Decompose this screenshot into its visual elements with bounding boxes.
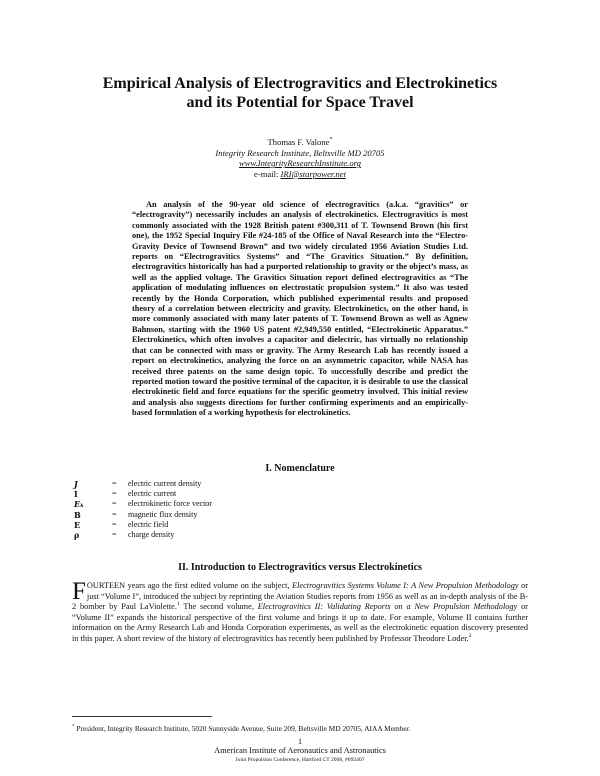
author-footnote-mark: *: [329, 137, 333, 144]
title-line-1: Empirical Analysis of Electrogravitics and Electrokinetics: [102, 75, 498, 92]
nomenclature-table: [74, 479, 212, 540]
footnote-divider: [72, 716, 212, 717]
nomenclature-description: charge density: [128, 530, 175, 540]
nomenclature-description: magnetic flux density: [128, 509, 198, 519]
nomenclature-symbol: Eₖ: [74, 499, 85, 510]
nomenclature-description: electric current density: [128, 479, 202, 488]
author-website-link[interactable]: www.IntegrityResearchInstitute.org: [239, 158, 361, 169]
nomenclature-symbol: J: [74, 479, 78, 489]
intro-volume-1-title: Electrogravitics Systems Volume I: A New Propulsion Methodology: [292, 581, 519, 590]
section-heading-introduction: II. Introduction to Electrogravitics versus Electrokinetics: [178, 562, 422, 573]
paper-title: [60, 74, 540, 112]
reference-2: 2: [468, 633, 472, 640]
intro-text-2: or just “Volume I”, introduced the subject by reprinting the Aviation Studies reports from 1956 as well as an in-depth analysis of the B-2 bomber by Paul LaViolette.: [72, 581, 528, 612]
intro-volume-2-title: Electrogravitics II: Validating Reports on a New Propulsion Methodology: [257, 602, 518, 612]
footer-conference: Joint Propulsion Conference, Hartford CT 2008, #092407: [235, 757, 365, 763]
drop-cap: F: [72, 578, 86, 605]
nomenclature-row: [74, 520, 212, 530]
footnote: [72, 724, 528, 733]
nomenclature-equals: =: [112, 489, 117, 499]
nomenclature-row: [74, 479, 212, 489]
section-heading-nomenclature: I. Nomenclature: [265, 463, 335, 474]
nomenclature-equals: =: [112, 509, 117, 519]
reference-1: 1: [176, 601, 180, 608]
nomenclature-description: electrokinetic force vector: [128, 499, 212, 509]
nomenclature-symbol: B: [74, 509, 81, 520]
introduction-paragraph: [72, 578, 528, 645]
nomenclature-row: [74, 489, 212, 499]
nomenclature-row: [74, 530, 212, 540]
author-block: [150, 137, 450, 179]
intro-text-3: The second volume,: [179, 602, 258, 612]
nomenclature-row: [74, 510, 212, 520]
nomenclature-equals: =: [112, 479, 117, 488]
author-name: Thomas F. Valone: [267, 137, 330, 147]
intro-text-1: OURTEEN years ago the first edited volume on the subject,: [86, 581, 293, 590]
nomenclature-symbol: I: [74, 489, 78, 500]
nomenclature-description: electric field: [128, 519, 169, 529]
nomenclature-equals: =: [112, 530, 117, 540]
nomenclature-description: electric current: [128, 489, 177, 499]
abstract: An analysis of the 90-year old science of electrogravitics (a.k.a. “gravitics” or “electrogravity”) necessarily includes an analysis of electrokinetics. Electrogravitics is most commonly associated with the 1928 British patent #300,311 of T. Townsend Brown (his first one), the 1952 Special Inquiry File #24-185 of the Office of Naval Research into the “Electro-Gravity Device of Townsend Brown” and two widely circulated 1956 Aviation Studies Ltd. reports on “Electrogravitics Systems” and “The Gravitics Situation.” By definition, electrogravitics historically has had a purported relationship to gravity or the object’s mass, as well as the applied voltage. The Gravitics Situation report defined electrogravitics as “The application of modulating influences on electrostatic propulsion system.” It also was tested recently by the Honda Corporation, which published experimental results and proposed theory of a correlation between electricity and gravity. Electrokinetics, on the other hand, is more commonly associated with many later patents of T. Townsend Brown as well as Agnew Bahnson, starting with the 1960 US patent #2,949,550 entitled, “Electrokinetic Apparatus.” Electrokinetics, which often involves a capacitor and dielectric, has virtually no relationship that can be connected with mass or gravity. The Army Research Lab has recently issued a report on electrokinetics, analyzing the force on an asymmetric capacitor, while NASA has received three patents on the same design topic. To successfully describe and predict the reported motion toward the positive terminal of the capacitor, it is desirable to use the classical electrokinetic field and force equations for the specific geometry involved. This initial review and analysis also suggests directions for further confirming experiments and an empirically-based formulation of a working hypothesis for electrokinetics.: [132, 200, 468, 418]
footnote-text: President, Integrity Research Institute, 5020 Sunnyside Avenue, Suite 209, Beltsville MD 20705, AIAA Member.: [74, 724, 411, 733]
page-number: 1: [298, 737, 302, 746]
footnote-mark: *: [72, 724, 75, 730]
email-label: e-mail:: [254, 168, 281, 179]
intro-text-4: or “Volume II” expands the historical perspective of the first volume and brings it up to date. For example, Volume II contains further information on the Army Research Lab and Honda Corporation experiments, as well as the electrokinetic equation discovery presented in this paper. A short review of the history of electrogravitics has recently been published by Professor Theodore Loder.: [72, 602, 528, 643]
nomenclature-symbol: ρ: [74, 530, 80, 541]
title-line-2: and its Potential for Space Travel: [186, 94, 414, 111]
nomenclature-equals: =: [112, 499, 117, 509]
nomenclature-row: [74, 499, 212, 509]
author-affiliation: Integrity Research Institute, Beltsville MD 20705: [215, 147, 385, 158]
author-email-link[interactable]: IRI@starpower.net: [280, 168, 346, 179]
nomenclature-equals: =: [112, 519, 117, 529]
footer-organization: American Institute of Aeronautics and Astronautics: [214, 746, 386, 755]
nomenclature-symbol: E: [74, 519, 81, 530]
